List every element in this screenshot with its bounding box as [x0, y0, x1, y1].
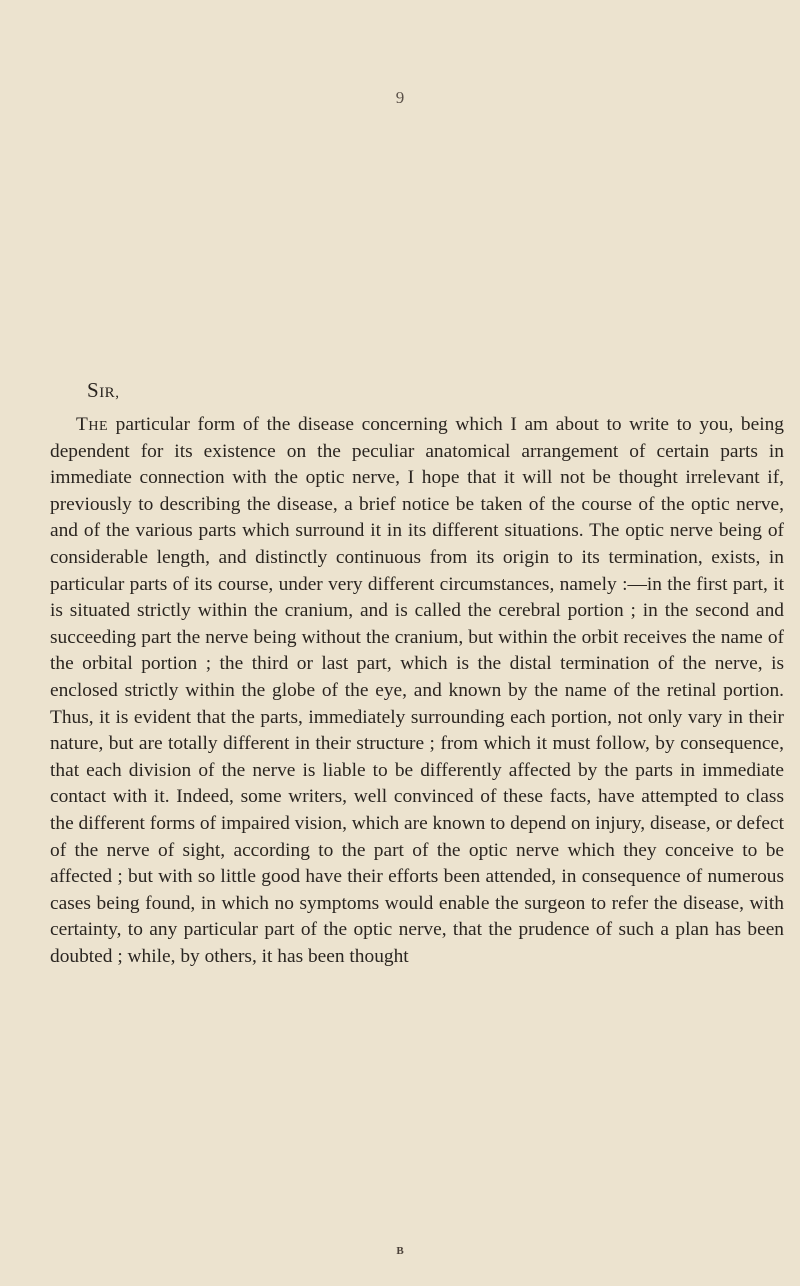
body-paragraph	[50, 412, 784, 970]
lead-word: The	[76, 414, 109, 435]
salutation	[87, 378, 119, 403]
salutation-initial: S	[87, 378, 100, 402]
signature-mark: B	[396, 1245, 404, 1257]
body-text: particular form of the disease concerning which I am about to write to you, being dependent for its existence on the peculiar anatomical arrangement of certain parts in immediate connection with the optic nerve, I hope that it will not be thought irrelevant if, previously to describing the disease, a brief notice be taken of the course of the optic nerve, and of the various parts which surround it in its different situations. The optic nerve being of considerable length, and distinctly continuous from its origin to its termination, exists, in particular parts of its course, under very different circumstances, namely :—in the first part, it is situated strictly within the cranium, and is called the cerebral portion ; in the second and succeeding part the nerve being without the cranium, but within the orbit receives the name of the orbital portion ; the third or last part, which is the distal termination of the nerve, is enclosed strictly within the globe of the eye, and known by the name of the retinal portion. Thus, it is evident that the parts, immediately surrounding each portion, not only vary in their nature, but are totally different in their structure ; from which it must follow, by consequence, that each division of the nerve is liable to be differently affected by the parts in immediate contact with it. Indeed, some writers, well convinced of these facts, have attempted to class the different forms of impaired vision, which are known to depend on injury, disease, or defect of the nerve of sight, according to the part of the optic nerve which they conceive to be affected ; but with so little good have their efforts been attended, in consequence of numerous cases being found, in which no symptoms would enable the surgeon to refer the disease, with certainty, to any particular part of the optic nerve, that the prudence of such a plan has been doubted ; while, by others, it has been thought	[50, 414, 784, 967]
salutation-rest: IR,	[99, 385, 120, 401]
page-number: 9	[395, 88, 405, 107]
